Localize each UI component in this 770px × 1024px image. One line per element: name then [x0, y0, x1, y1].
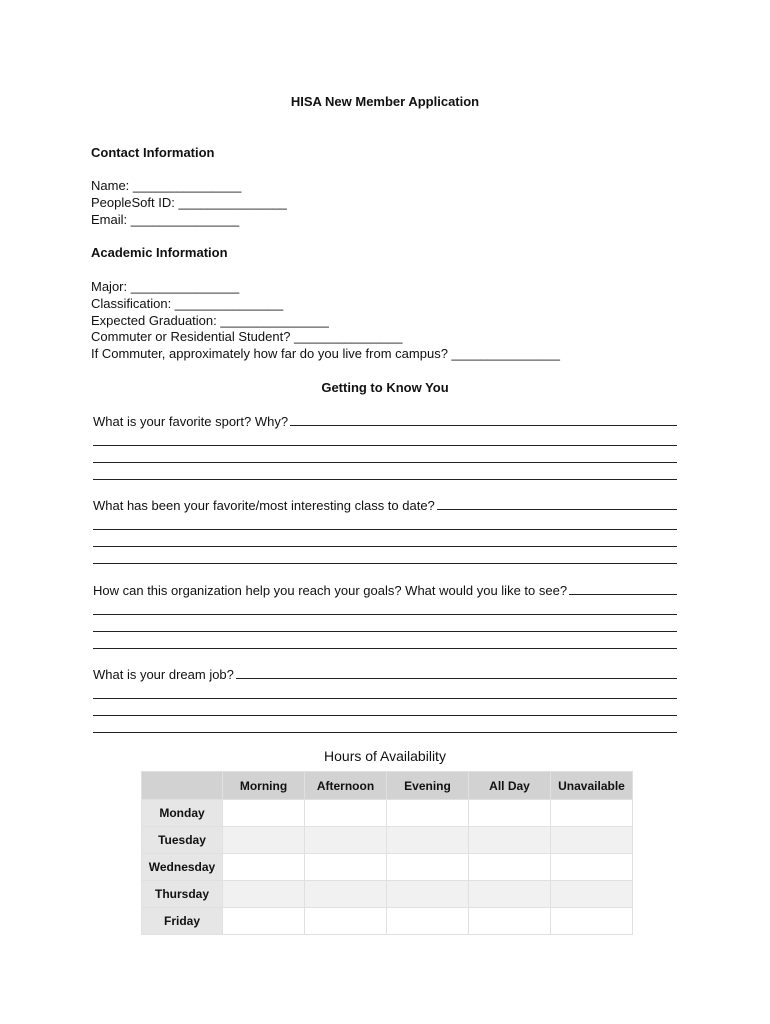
commuter-residential-field[interactable]: Commuter or Residential Student? _______________: [91, 329, 403, 345]
availability-cell[interactable]: [305, 854, 387, 881]
answer-line[interactable]: [93, 513, 677, 530]
contact-heading: Contact Information: [91, 145, 215, 160]
question-text: What is your favorite sport? Why?: [93, 414, 289, 429]
column-header-evening: Evening: [387, 772, 469, 800]
answer-line[interactable]: [437, 509, 677, 510]
table-row: [142, 881, 633, 908]
table-row: [142, 800, 633, 827]
availability-cell[interactable]: [551, 881, 633, 908]
column-header-morning: Morning: [223, 772, 305, 800]
major-field[interactable]: Major: _______________: [91, 279, 240, 294]
answer-line[interactable]: [93, 463, 677, 480]
availability-cell[interactable]: [305, 881, 387, 908]
column-header-unavailable: Unavailable: [551, 772, 633, 800]
availability-cell[interactable]: [223, 908, 305, 935]
question-text: How can this organization help you reach your goals? What would you like to see?: [93, 583, 568, 598]
answer-line[interactable]: [236, 678, 677, 679]
question-dream-job: [93, 665, 677, 733]
column-header-afternoon: Afternoon: [305, 772, 387, 800]
commute-distance-field[interactable]: If Commuter, approximately how far do you live from campus? _______________: [91, 346, 560, 362]
academic-heading: Academic Information: [91, 245, 228, 260]
table-row: [142, 908, 633, 935]
question-text: What is your dream job?: [93, 667, 234, 682]
availability-cell[interactable]: [387, 854, 469, 881]
availability-cell[interactable]: [469, 881, 551, 908]
availability-cell[interactable]: [305, 908, 387, 935]
availability-cell[interactable]: [469, 854, 551, 881]
availability-cell[interactable]: [223, 854, 305, 881]
row-header-tuesday: Tuesday: [142, 827, 223, 854]
answer-line[interactable]: [93, 615, 677, 632]
question-favorite-class: [93, 496, 677, 564]
availability-cell[interactable]: [305, 800, 387, 827]
answer-line[interactable]: [93, 716, 677, 733]
expected-graduation-field[interactable]: Expected Graduation: _______________: [91, 312, 329, 328]
table-row: [142, 827, 633, 854]
getting-to-know-heading: Getting to Know You: [321, 380, 449, 395]
column-header-all-day: All Day: [469, 772, 551, 800]
hours-of-availability-title: Hours of Availability: [324, 748, 446, 764]
availability-cell[interactable]: [223, 827, 305, 854]
contact-fields: [91, 178, 287, 228]
answer-line[interactable]: [93, 530, 677, 547]
availability-cell[interactable]: [469, 800, 551, 827]
row-header-monday: Monday: [142, 800, 223, 827]
availability-cell[interactable]: [551, 854, 633, 881]
row-header-friday: Friday: [142, 908, 223, 935]
question-text: What has been your favorite/most interesting class to date?: [93, 498, 435, 513]
availability-cell[interactable]: [387, 908, 469, 935]
classification-field[interactable]: Classification: _______________: [91, 295, 284, 311]
availability-cell[interactable]: [387, 827, 469, 854]
row-header-wednesday: Wednesday: [142, 854, 223, 881]
page-title: HISA New Member Application: [290, 94, 480, 109]
availability-cell[interactable]: [551, 800, 633, 827]
question-favorite-sport: [93, 412, 677, 480]
corner-cell: [142, 772, 223, 800]
availability-cell[interactable]: [387, 881, 469, 908]
availability-cell[interactable]: [223, 800, 305, 827]
answer-line[interactable]: [93, 632, 677, 649]
answer-line[interactable]: [93, 682, 677, 699]
email-field[interactable]: Email: _______________: [91, 211, 240, 227]
availability-cell[interactable]: [305, 827, 387, 854]
answer-line[interactable]: [569, 594, 677, 595]
question-organization-goals: [93, 581, 677, 649]
availability-cell[interactable]: [469, 908, 551, 935]
table-row: [142, 854, 633, 881]
table-header-row: [142, 772, 633, 800]
availability-cell[interactable]: [223, 881, 305, 908]
answer-line[interactable]: [93, 598, 677, 615]
answer-line[interactable]: [290, 425, 677, 426]
availability-cell[interactable]: [551, 827, 633, 854]
availability-cell[interactable]: [551, 908, 633, 935]
row-header-thursday: Thursday: [142, 881, 223, 908]
answer-line[interactable]: [93, 699, 677, 716]
availability-cell[interactable]: [469, 827, 551, 854]
name-field[interactable]: Name: _______________: [91, 178, 242, 193]
availability-cell[interactable]: [387, 800, 469, 827]
peoplesoft-id-field[interactable]: PeopleSoft ID: _______________: [91, 194, 287, 210]
availability-table: [141, 771, 633, 935]
answer-line[interactable]: [93, 446, 677, 463]
answer-line[interactable]: [93, 547, 677, 564]
answer-line[interactable]: [93, 429, 677, 446]
academic-fields: [91, 279, 560, 363]
